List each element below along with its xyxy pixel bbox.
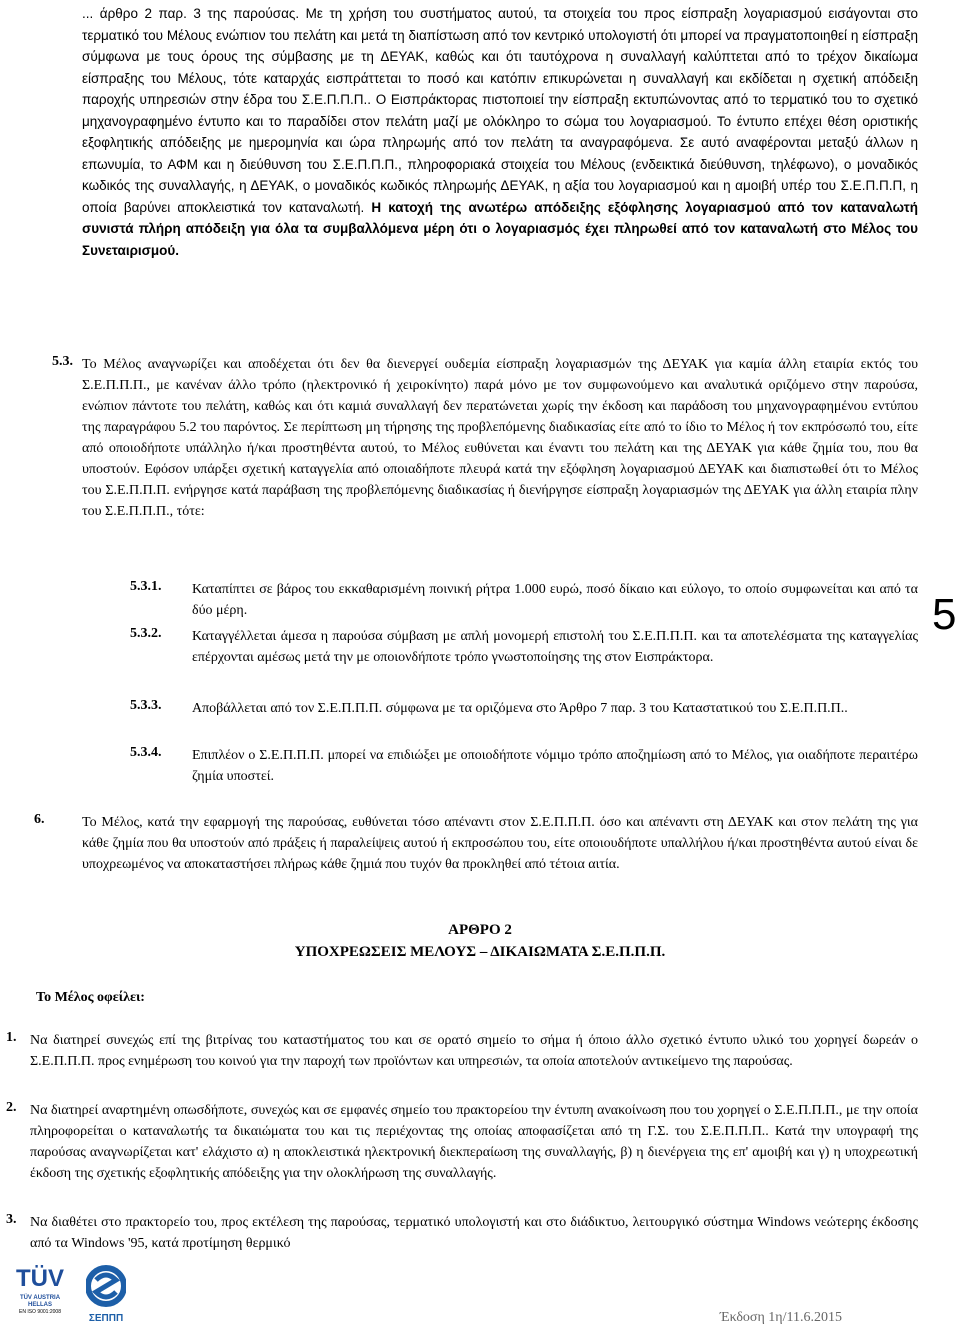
sub-item-number: 5.3.1. <box>130 579 162 594</box>
section-6-number: 6. <box>34 812 45 827</box>
top-paragraph <box>82 3 918 261</box>
top-paragraph-text: ... άρθρο 2 παρ. 3 της παρούσας. Με τη χρήση του συστήματος αυτού, τα στοιχεία του προς είσπραξη λογαριασμού εισάγονται στο τερματικό του Μέλους ενώπιον του πελάτη και μετά τη διαπίστωση από τον κεντρικό υπολογιστή ότι μπορεί να πραγματοποιηθεί η είσπραξη σύμφωνα με τους όρους της σύμβασης με τη ΔΕΥΑΚ, καθώς και ότι ταυτόχρονα η συναλλαγή καλύπτεται από το τρέχον δικαίωμα είσπραξης του Μέλους, τότε καταρχάς εισπράττεται το ποσό και κατόπιν επικυρώνεται η συναλλαγή και εκδίδεται η σχετική απόδειξη παροχής υπηρεσιών στην έδρα του Σ.Ε.Π.Π.Π.. Ο Εισπράκτορας πιστοποιεί την είσπραξη εκτυπώνοντας από το τερματικό του το σχετικό μηχανογραφημένο έντυπο και το παραδίδει στον πελάτη μαζί με ολόκληρο το σώμα του λογαριασμού. Το έντυπο επέχει θέση οριστικής εξοφλητικής απόδειξης με ημερομηνία και ώρα πληρωμής από τον πελάτη τα αναγραφόμενα. Σε αυτό αναφέρονται μεταξύ άλλων η επωνυμία, το ΑΦΜ και η διεύθυνση του Σ.Ε.Π.Π.Π., πληροφοριακά στοιχεία του Μέλους (ενδεικτικά διεύθυνση, τηλέφωνο), ο μοναδικός κωδικός της συναλλαγής, η ΔΕΥΑΚ, ο μοναδικός κωδικός πληρωμής ΔΕΥΑΚ, η αξία του λογαριασμού και η αμοιβή υπέρ του Σ.Ε.Π.Π.Π, η οποία βαρύνει αποκλειστικά τον καταναλωτή. <box>82 6 918 215</box>
sub-item-text: Επιπλέον ο Σ.Ε.Π.Π.Π. μπορεί να επιδιώξει με οποιοδήποτε νόμιμο τρόπο αποζημίωση από το Μέλος, για οιαδήποτε περαιτέρω ζημία υποστεί. <box>192 748 918 784</box>
tuv-logo-text: TÜV AUSTRIA HELLAS <box>19 1295 61 1308</box>
section-5-3-number: 5.3. <box>52 354 73 369</box>
tuv-logo-subtext: EN ISO 9001:2008 <box>19 1309 61 1315</box>
section-5-3-text: Το Μέλος αναγνωρίζει και αποδέχεται ότι δεν θα διενεργεί ουδεμία είσπραξη λογαριασμών της ΔΕΥΑΚ για καμία άλλη εταιρία εκτός του Σ.Ε.Π.Π.Π., με κανέναν άλλο τρόπο (ηλεκτρονικό ή χειροκίνητο) παρά μόνο με τον συμφωνούμενο και αναλυτικά οριζόμενο στην παρούσα, ενώπιον πάντοτε του πελάτη, καθώς και ότι καμιά συναλλαγή δεν περατώνεται χωρίς την έκδοση και παράδοση του μηχανογραφημένου εντύπου της παραγράφου 5.2 του παρόντος. Σε περίπτωση μη τήρησης της προβλεπόμενης διαδικασίας είτε από το ίδιο το Μέλος ή τον εκπρόσωπό του, είτε από οποιοδήποτε υπάλληλο ή/και προστηθέντα αυτού, το Μέλος ευθύνεται και έναντι του πελάτη και της ΔΕΥΑΚ για κάθε ζημία του, που θα υποστούν. Εφόσον υπάρξει σχετική καταγγελία από οποιαδήποτε πλευρά κατά την εξόφληση λογαριασμού ΔΕΥΑΚ και διαπιστωθεί ότι το Μέλος του Σ.Ε.Π.Π.Π. ενήργησε κατά παράβαση της προβλεπόμενης διαδικασίας ή διενήργησε είσπραξη λογαριασμών της ΔΕΥΑΚ για άλλη εταιρία πλην του Σ.Ε.Π.Π.Π., τότε: <box>82 357 918 519</box>
version-footer: Έκδοση 1η/11.6.2015 <box>719 1310 842 1325</box>
article-title: ΑΡΘΡΟ 2 <box>448 922 512 938</box>
sub-item-text: Καταπίπτει σε βάρος του εκκαθαρισμένη ποινική ρήτρα 1.000 ευρώ, ποσό δίκαιο και εύλογο, το οποίο συμφωνείται και από τα δύο μέρη. <box>192 582 918 618</box>
obligation-number: 2. <box>6 1100 17 1115</box>
sepp-emblem-icon <box>86 1264 126 1308</box>
obligation-text: Να διαθέτει στο πρακτορείο του, προς εκτέλεση της παρούσας, τερματικό υπολογιστή και στο διάδικτυο, λειτουργικό σύστημα Windows νεώτερης έκδοσης από τα Windows '95, κατά προτίμηση θερμικό <box>30 1215 918 1251</box>
sub-item-text: Καταγγέλλεται άμεσα η παρούσα σύμβαση με απλή μονομερή επιστολή του Σ.Ε.Π.Π.Π. και τα αποτελέσματα της καταγγελίας επέρχονται αμέσως μετά την με οποιονδήποτε τρόπο γνωστοποίησης της στον Εισπράκτορα. <box>192 629 918 665</box>
sub-item-number: 5.3.3. <box>130 698 162 713</box>
sub-item-text: Αποβάλλεται από τον Σ.Ε.Π.Π.Π. σύμφωνα με τα οριζόμενα στο Άρθρο 7 παρ. 3 του Καταστατικού του Σ.Ε.Π.Π.Π.. <box>192 701 848 716</box>
sub-item-number: 5.3.4. <box>130 745 162 760</box>
page-marker: 5 <box>932 590 957 639</box>
sepp-logo-text: ΣΕΠΠΠ <box>88 1313 124 1324</box>
svg-text:TÜV: TÜV <box>16 1265 64 1290</box>
tuv-logo <box>10 1264 70 1328</box>
obligation-number: 1. <box>6 1030 17 1045</box>
obligation-text: Να διατηρεί αναρτημένη οπωσδήποτε, συνεχώς και σε εμφανές σημείο του πρακτορείου την έντυπη ανακοίνωση που του χορηγεί ο Σ.Ε.Π.Π.Π., με την οποία πληροφορείται ο καταναλωτής τα δικαιώματα του και τις περιέχοντας της οποίας αποφασίζεται από τη Γ.Σ. του Σ.Ε.Π.Π.Π.. Κατά την υπογραφή της παρούσας αναγνωρίζεται κατ' ελάχιστο α) η αποκλειστικά ηλεκτρονική διεκπεραίωση της συναλλαγής, β) η διενέργεια της επ' αμοιβή και γ) η υποχρεωτική έκδοση της σχετικής εξοφλητικής απόδειξης για την ολοκλήρωση της συναλλαγής. <box>30 1103 918 1181</box>
sepp-logo <box>82 1264 130 1330</box>
section-6-text: Το Μέλος, κατά την εφαρμογή της παρούσας, ευθύνεται τόσο απέναντι στον Σ.Ε.Π.Π.Π. όσο και απέναντι στη ΔΕΥΑΚ και στον πελάτη της για κάθε ζημία που θα υποστούν από πράξεις ή παραλείψεις αυτού ή εκπροσώπου του, είτε οποιουδήποτε υπαλλήλου ή/και προστηθέντα αυτού είναι δε υποχρεωμένος να αποκαταστήσει πλήρως κάθε ζημιά που τυχόν θα προκληθεί από τέτοια αιτία. <box>82 815 918 872</box>
member-owes-label: Το Μέλος οφείλει: <box>36 990 145 1005</box>
obligation-number: 3. <box>6 1212 17 1227</box>
tuv-mark-icon <box>12 1264 68 1290</box>
top-paragraph-bold: Η κατοχή της ανωτέρω απόδειξης εξόφλησης λογαριασμού από τον καταναλωτή συνιστά πλήρη απόδειξη για όλα τα συμβαλλόμενα μέρη ότι ο λογαριασμός έχει πληρωθεί από τον καταναλωτή στο Μέλος του Συνεταιρισμού. <box>82 199 918 258</box>
obligation-text: Να διατηρεί συνεχώς επί της βιτρίνας του καταστήματος του και σε ορατό σημείο το σήμα ή όποιο άλλο σχετικό έντυπο υλικό του χορηγεί δωρεάν ο Σ.Ε.Π.Π.Π. προς ενημέρωση του κοινού για την παροχή των προϊόντων και υπηρεσιών, τα οποία αποτελούν αντικείμενο της παρούσας. <box>30 1033 918 1069</box>
article-subtitle: ΥΠΟΧΡΕΩΣΕΙΣ ΜΕΛΟΥΣ – ΔΙΚΑΙΩΜΑΤΑ Σ.Ε.Π.Π.Π. <box>294 944 666 960</box>
sub-item-number: 5.3.2. <box>130 626 162 641</box>
